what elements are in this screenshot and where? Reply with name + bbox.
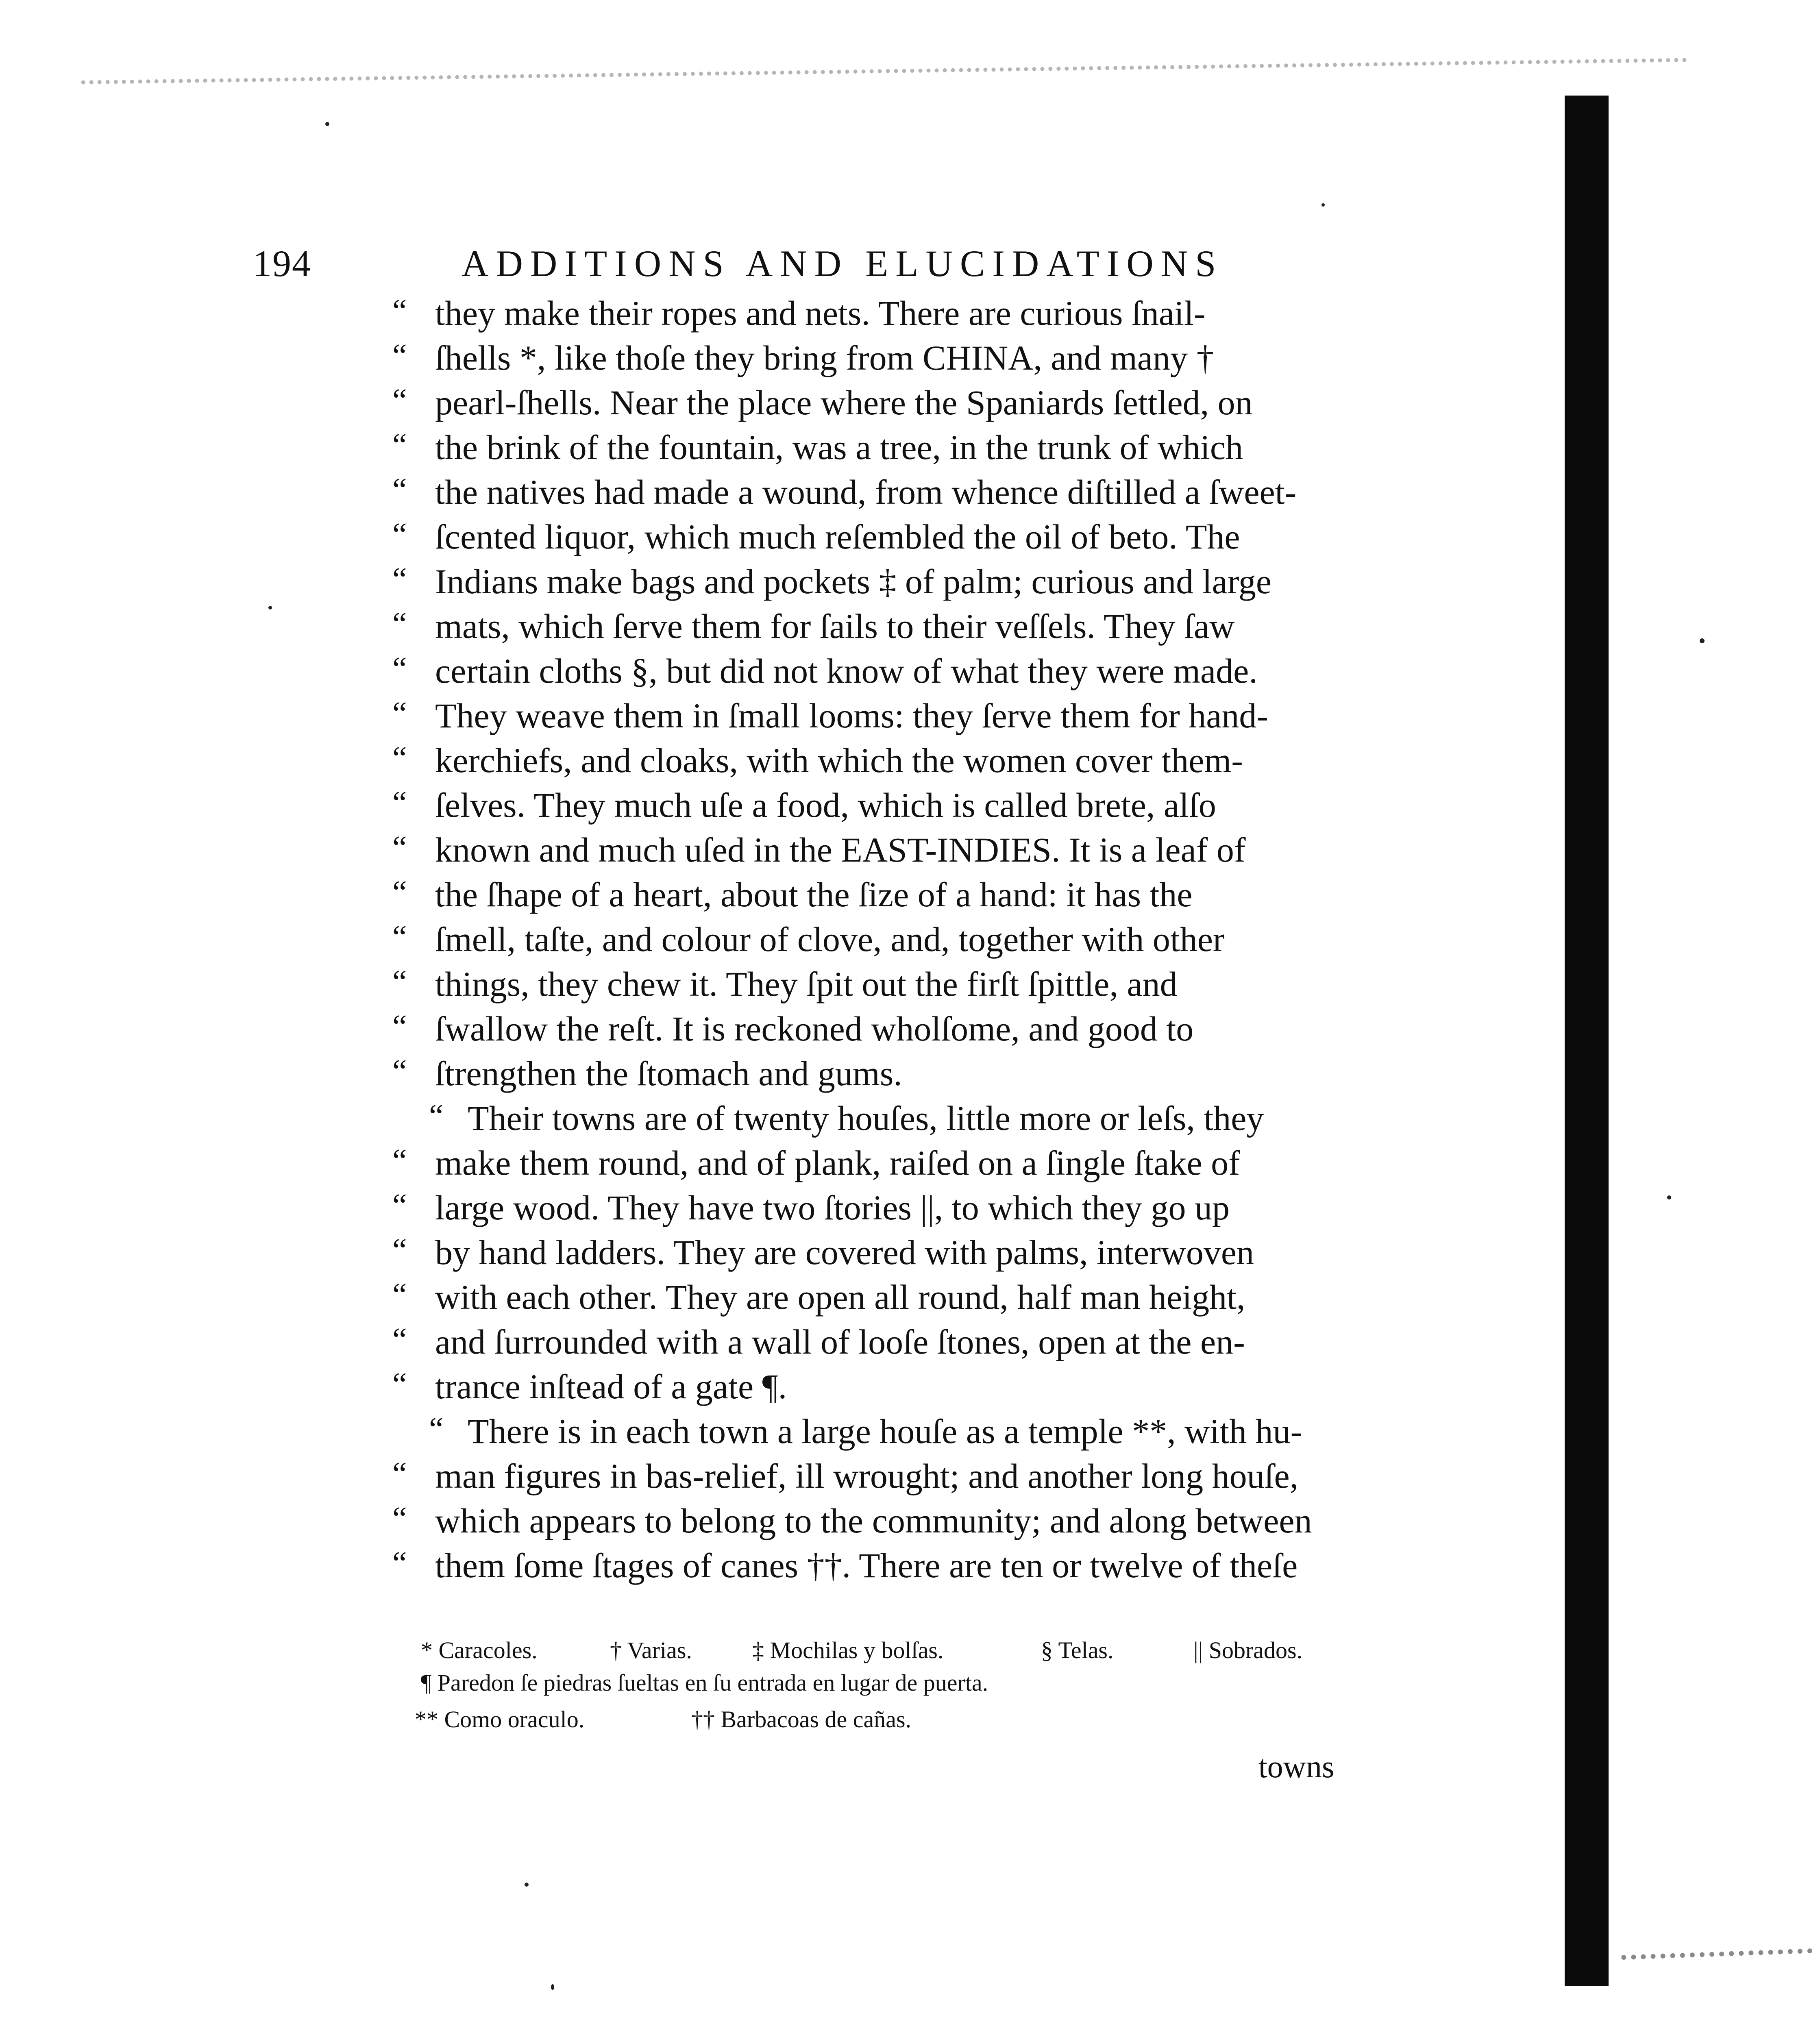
quote-mark: “ <box>392 1367 407 1402</box>
ink-speck <box>525 1883 529 1887</box>
paragraph-first-line <box>0 1411 1820 1456</box>
text-line <box>0 1366 1820 1412</box>
line-text: with each other. They are open all round, half man height, <box>435 1278 1245 1317</box>
text-line <box>0 695 1820 741</box>
footnote: * Caracoles. <box>421 1637 538 1663</box>
text-line <box>0 1500 1820 1546</box>
quote-mark: “ <box>392 1322 407 1358</box>
page-edge-top <box>81 58 1688 109</box>
quote-mark: “ <box>392 427 407 463</box>
line-text: They weave them in ſmall looms: they ſerve them for hand- <box>435 696 1269 735</box>
line-text: ſelves. They much uſe a food, which is called brete, alſo <box>435 786 1216 825</box>
ink-speck <box>325 122 329 126</box>
line-text: ſcented liquor, which much reſembled the oil of beto. The <box>435 517 1240 556</box>
page-header <box>0 234 1820 291</box>
quote-mark: “ <box>392 1456 407 1492</box>
quote-mark: “ <box>392 651 407 687</box>
line-text: man figures in bas-relief, ill wrought; and another long houſe, <box>435 1456 1299 1495</box>
text-line <box>0 785 1820 830</box>
ink-speck <box>1667 1195 1671 1199</box>
line-text: they make their ropes and nets. There are curious ſnail- <box>435 294 1206 333</box>
quote-mark: “ <box>392 830 407 866</box>
footnote: || Sobrados. <box>1193 1637 1303 1663</box>
line-text: the brink of the fountain, was a tree, in the trunk of which <box>435 428 1243 467</box>
torn-edge <box>1621 1948 1815 2025</box>
quote-mark: “ <box>429 1411 444 1447</box>
quote-mark: “ <box>392 785 407 821</box>
paragraph-first-line <box>0 1098 1820 1143</box>
quote-mark: “ <box>392 740 407 776</box>
quote-mark: “ <box>392 1545 407 1581</box>
text-line <box>0 516 1820 562</box>
quote-mark: “ <box>392 293 407 329</box>
line-text: and ſurrounded with a wall of looſe ſtones, open at the en- <box>435 1322 1245 1361</box>
text-line <box>0 829 1820 875</box>
line-text: trance inſtead of a gate ¶. <box>435 1367 787 1406</box>
quote-mark: “ <box>392 1009 407 1045</box>
quote-mark: “ <box>392 875 407 910</box>
footnote: ¶ Paredon ſe piedras ſueltas en ſu entrada en lugar de puerta. <box>421 1669 988 1696</box>
page-number: 194 <box>253 243 311 284</box>
line-text: known and much uſed in the EAST-INDIES. It is a leaf of <box>435 830 1246 869</box>
line-text: certain cloths §, but did not know of what they were made. <box>435 651 1258 690</box>
text-line <box>0 561 1820 607</box>
text-line <box>0 1277 1820 1322</box>
text-line <box>0 382 1820 428</box>
quote-mark: “ <box>392 1188 407 1223</box>
line-text: them ſome ſtages of canes ††. There are ten or twelve of theſe <box>435 1546 1298 1585</box>
quote-mark: “ <box>392 1232 407 1268</box>
quote-mark: “ <box>392 383 407 418</box>
line-text: ſmell, taſte, and colour of clove, and, together with other <box>435 920 1225 959</box>
text-line <box>0 337 1820 383</box>
line-text: the ſhape of a heart, about the ſize of a hand: it has the <box>435 875 1193 914</box>
line-text: pearl-ſhells. Near the place where the Spaniards ſettled, on <box>435 383 1253 422</box>
line-text: Their towns are of twenty houſes, little more or leſs, they <box>468 1099 1264 1138</box>
ink-speck <box>551 1984 554 1990</box>
quote-mark: “ <box>392 1054 407 1089</box>
quote-mark: “ <box>392 606 407 642</box>
quote-mark: “ <box>392 1277 407 1313</box>
quote-mark: “ <box>392 517 407 553</box>
text-line <box>0 1053 1820 1099</box>
text-line <box>0 1321 1820 1367</box>
line-text: There is in each town a large houſe as a temple **, with hu- <box>468 1412 1302 1451</box>
quote-mark: “ <box>392 562 407 597</box>
footnote: † Varias. <box>610 1637 692 1663</box>
line-text: ſwallow the reſt. It is reckoned wholſome, and good to <box>435 1009 1194 1048</box>
text-line <box>0 1456 1820 1501</box>
text-line <box>0 293 1820 338</box>
text-line <box>0 1143 1820 1188</box>
footnote: †† Barbacoas de cañas. <box>691 1706 912 1733</box>
ink-speck <box>268 606 272 609</box>
line-text: kerchiefs, and cloaks, with which the women cover them- <box>435 741 1243 780</box>
line-text: ſtrengthen the ſtomach and gums. <box>435 1054 902 1093</box>
text-line <box>0 651 1820 696</box>
line-text: Indians make bags and pockets ‡ of palm; curious and large <box>435 562 1272 601</box>
text-line <box>0 740 1820 786</box>
quote-mark: “ <box>392 919 407 955</box>
text-line <box>0 1187 1820 1233</box>
quote-mark: “ <box>392 1143 407 1179</box>
footnote: ‡ Mochilas y bolſas. <box>752 1637 944 1663</box>
line-text: ſhells *, like thoſe they bring from CHINA, and many † <box>435 338 1214 377</box>
text-line <box>0 1008 1820 1054</box>
text-line <box>0 874 1820 920</box>
line-text: mats, which ſerve them for ſails to their veſſels. They ſaw <box>435 607 1235 646</box>
text-line <box>0 1545 1820 1591</box>
quote-mark: “ <box>392 696 407 731</box>
footnote: § Telas. <box>1041 1637 1114 1663</box>
text-line <box>0 964 1820 1009</box>
ink-speck <box>1321 203 1325 207</box>
footnote: ** Como oraculo. <box>415 1706 585 1733</box>
quote-mark: “ <box>392 1501 407 1537</box>
line-text: which appears to belong to the community; and along between <box>435 1501 1312 1540</box>
quote-mark: “ <box>392 338 407 374</box>
catchword: towns <box>1258 1749 1335 1784</box>
line-text: make them round, and of plank, raiſed on a ſingle ſtake of <box>435 1143 1240 1182</box>
line-text: by hand ladders. They are covered with palms, interwoven <box>435 1233 1254 1272</box>
line-text: the natives had made a wound, from whence diſtilled a ſweet- <box>435 472 1297 512</box>
quote-mark: “ <box>392 964 407 1000</box>
ink-speck <box>1700 638 1705 643</box>
line-text: things, they chew it. They ſpit out the firſt ſpittle, and <box>435 964 1178 1003</box>
text-line <box>0 919 1820 964</box>
text-line <box>0 1232 1820 1278</box>
text-line <box>0 472 1820 517</box>
text-line <box>0 606 1820 651</box>
line-text: large wood. They have two ſtories ||, to which they go up <box>435 1188 1230 1227</box>
quote-mark: “ <box>429 1098 444 1134</box>
running-head: ADDITIONS AND ELUCIDATIONS <box>462 243 1223 284</box>
text-line <box>0 427 1820 472</box>
quote-mark: “ <box>392 472 407 508</box>
